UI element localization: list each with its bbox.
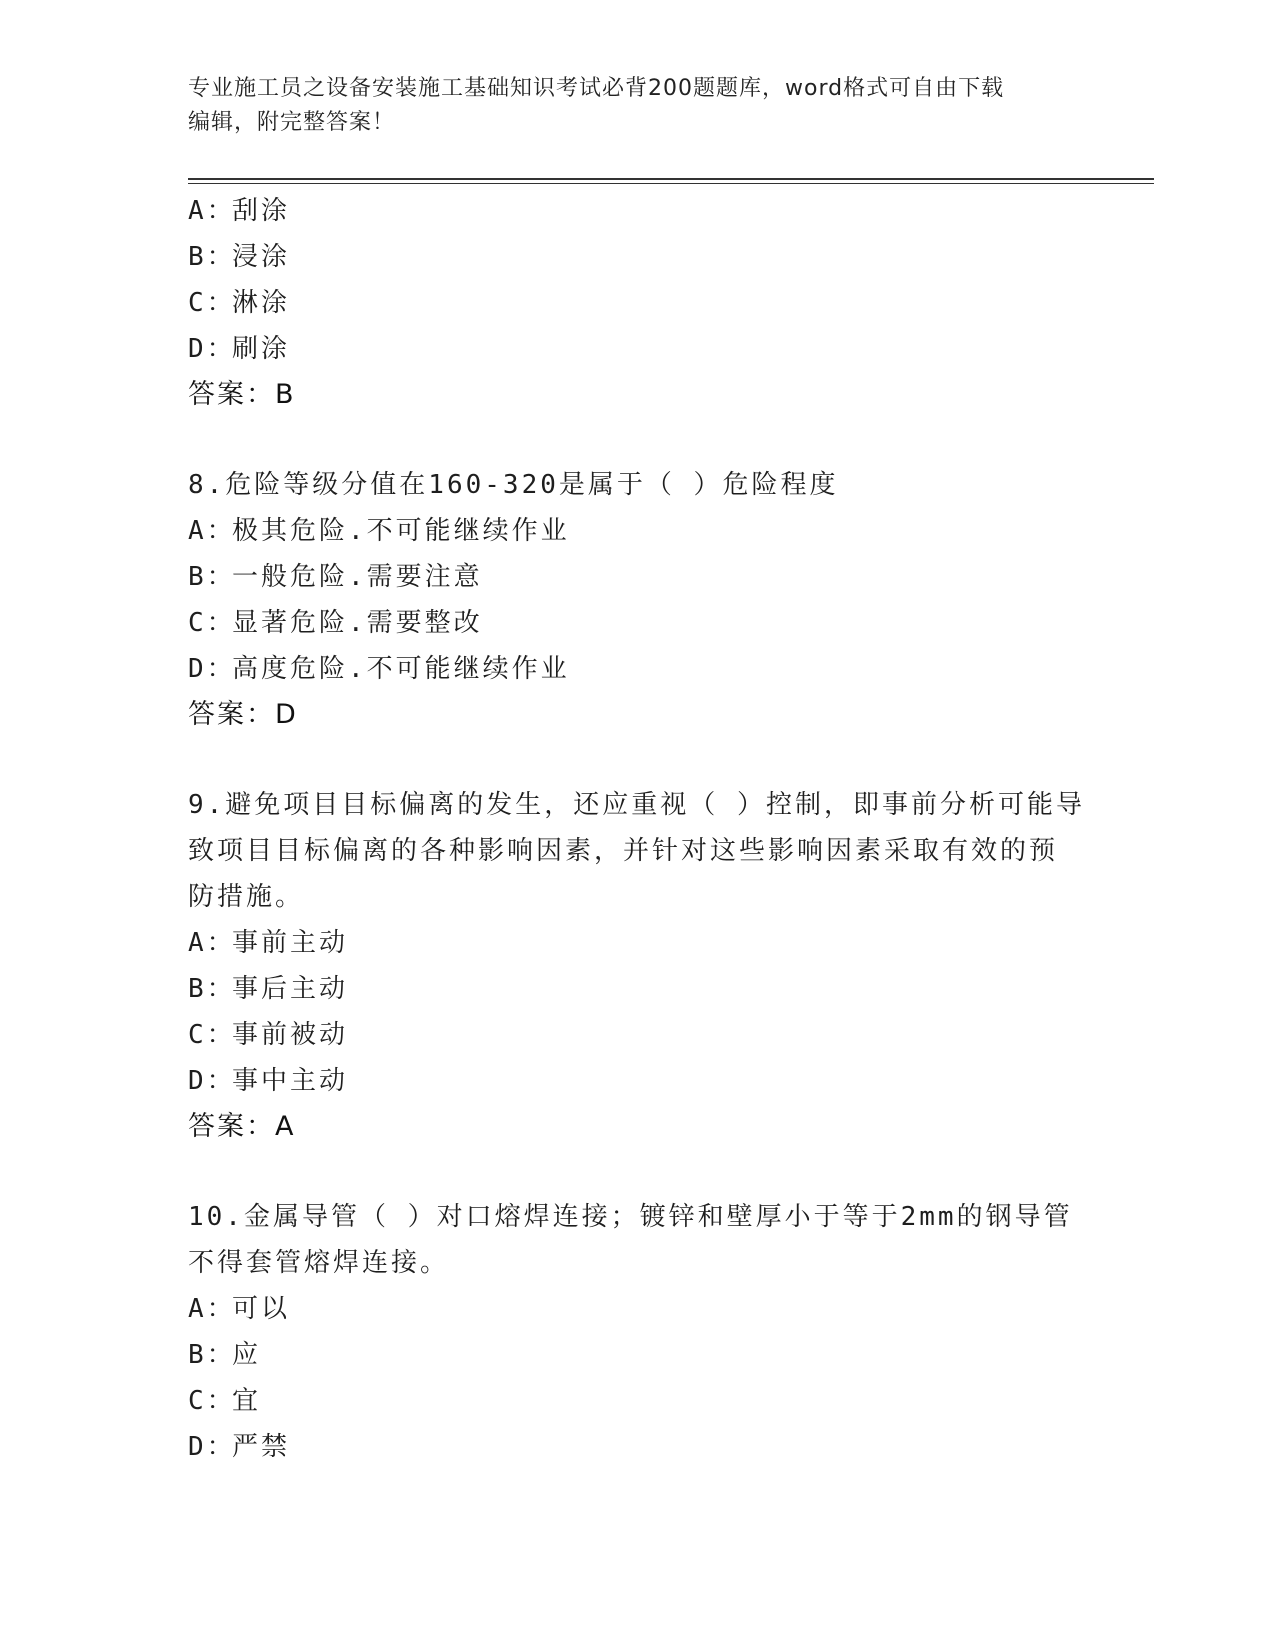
answer-line: 答案：B <box>188 379 296 410</box>
question-list <box>188 188 1088 1470</box>
question-block-9 <box>188 782 1088 1150</box>
header-line-2: 编辑，附完整答案！ <box>188 110 396 135</box>
option-b: B：应 <box>188 1340 262 1370</box>
question-stem-line-2: 不得套管熔焊连接。 <box>188 1248 450 1278</box>
option-c: C：事前被动 <box>188 1020 349 1050</box>
header-line-1: 专业施工员之设备安装施工基础知识考试必背200题题库，word格式可自由下载 <box>188 76 1005 101</box>
document-header <box>188 72 1068 140</box>
option-a: A：事前主动 <box>188 928 349 958</box>
option-a: A：极其危险.不可能继续作业 <box>188 516 570 546</box>
header-divider-thick <box>188 178 1154 180</box>
question-stem-line-1: 9.避免项目目标偏离的发生，还应重视（ ）控制，即事前分析可能导 <box>188 790 1085 820</box>
option-d: D：事中主动 <box>188 1066 349 1096</box>
question-block-10 <box>188 1194 1088 1470</box>
spacer <box>188 738 1088 782</box>
option-d: D：高度危险.不可能继续作业 <box>188 654 570 684</box>
option-c: C：宜 <box>188 1386 262 1416</box>
option-a: A：可以 <box>188 1294 291 1324</box>
option-c: C：淋涂 <box>188 288 291 318</box>
question-stem-line-3: 防措施。 <box>188 882 305 912</box>
spacer <box>188 418 1088 462</box>
option-b: B：事后主动 <box>188 974 349 1004</box>
option-a: A：刮涂 <box>188 196 291 226</box>
answer-line: 答案：D <box>188 699 298 730</box>
spacer <box>188 1150 1088 1194</box>
answer-line: 答案：A <box>188 1111 296 1142</box>
question-block-8 <box>188 462 1088 738</box>
option-d: D：刷涂 <box>188 334 291 364</box>
question-block-7 <box>188 188 1088 418</box>
question-stem: 8.危险等级分值在160-320是属于（ ）危险程度 <box>188 470 839 500</box>
header-divider-thin <box>188 183 1154 184</box>
question-stem-line-1: 10.金属导管（ ）对口熔焊连接；镀锌和壁厚小于等于2mm的钢导管 <box>188 1202 1073 1232</box>
option-d: D：严禁 <box>188 1432 291 1462</box>
option-c: C：显著危险.需要整改 <box>188 608 483 638</box>
option-b: B：浸涂 <box>188 242 291 272</box>
option-b: B：一般危险.需要注意 <box>188 562 483 592</box>
question-stem-line-2: 致项目目标偏离的各种影响因素，并针对这些影响因素采取有效的预 <box>188 836 1059 866</box>
